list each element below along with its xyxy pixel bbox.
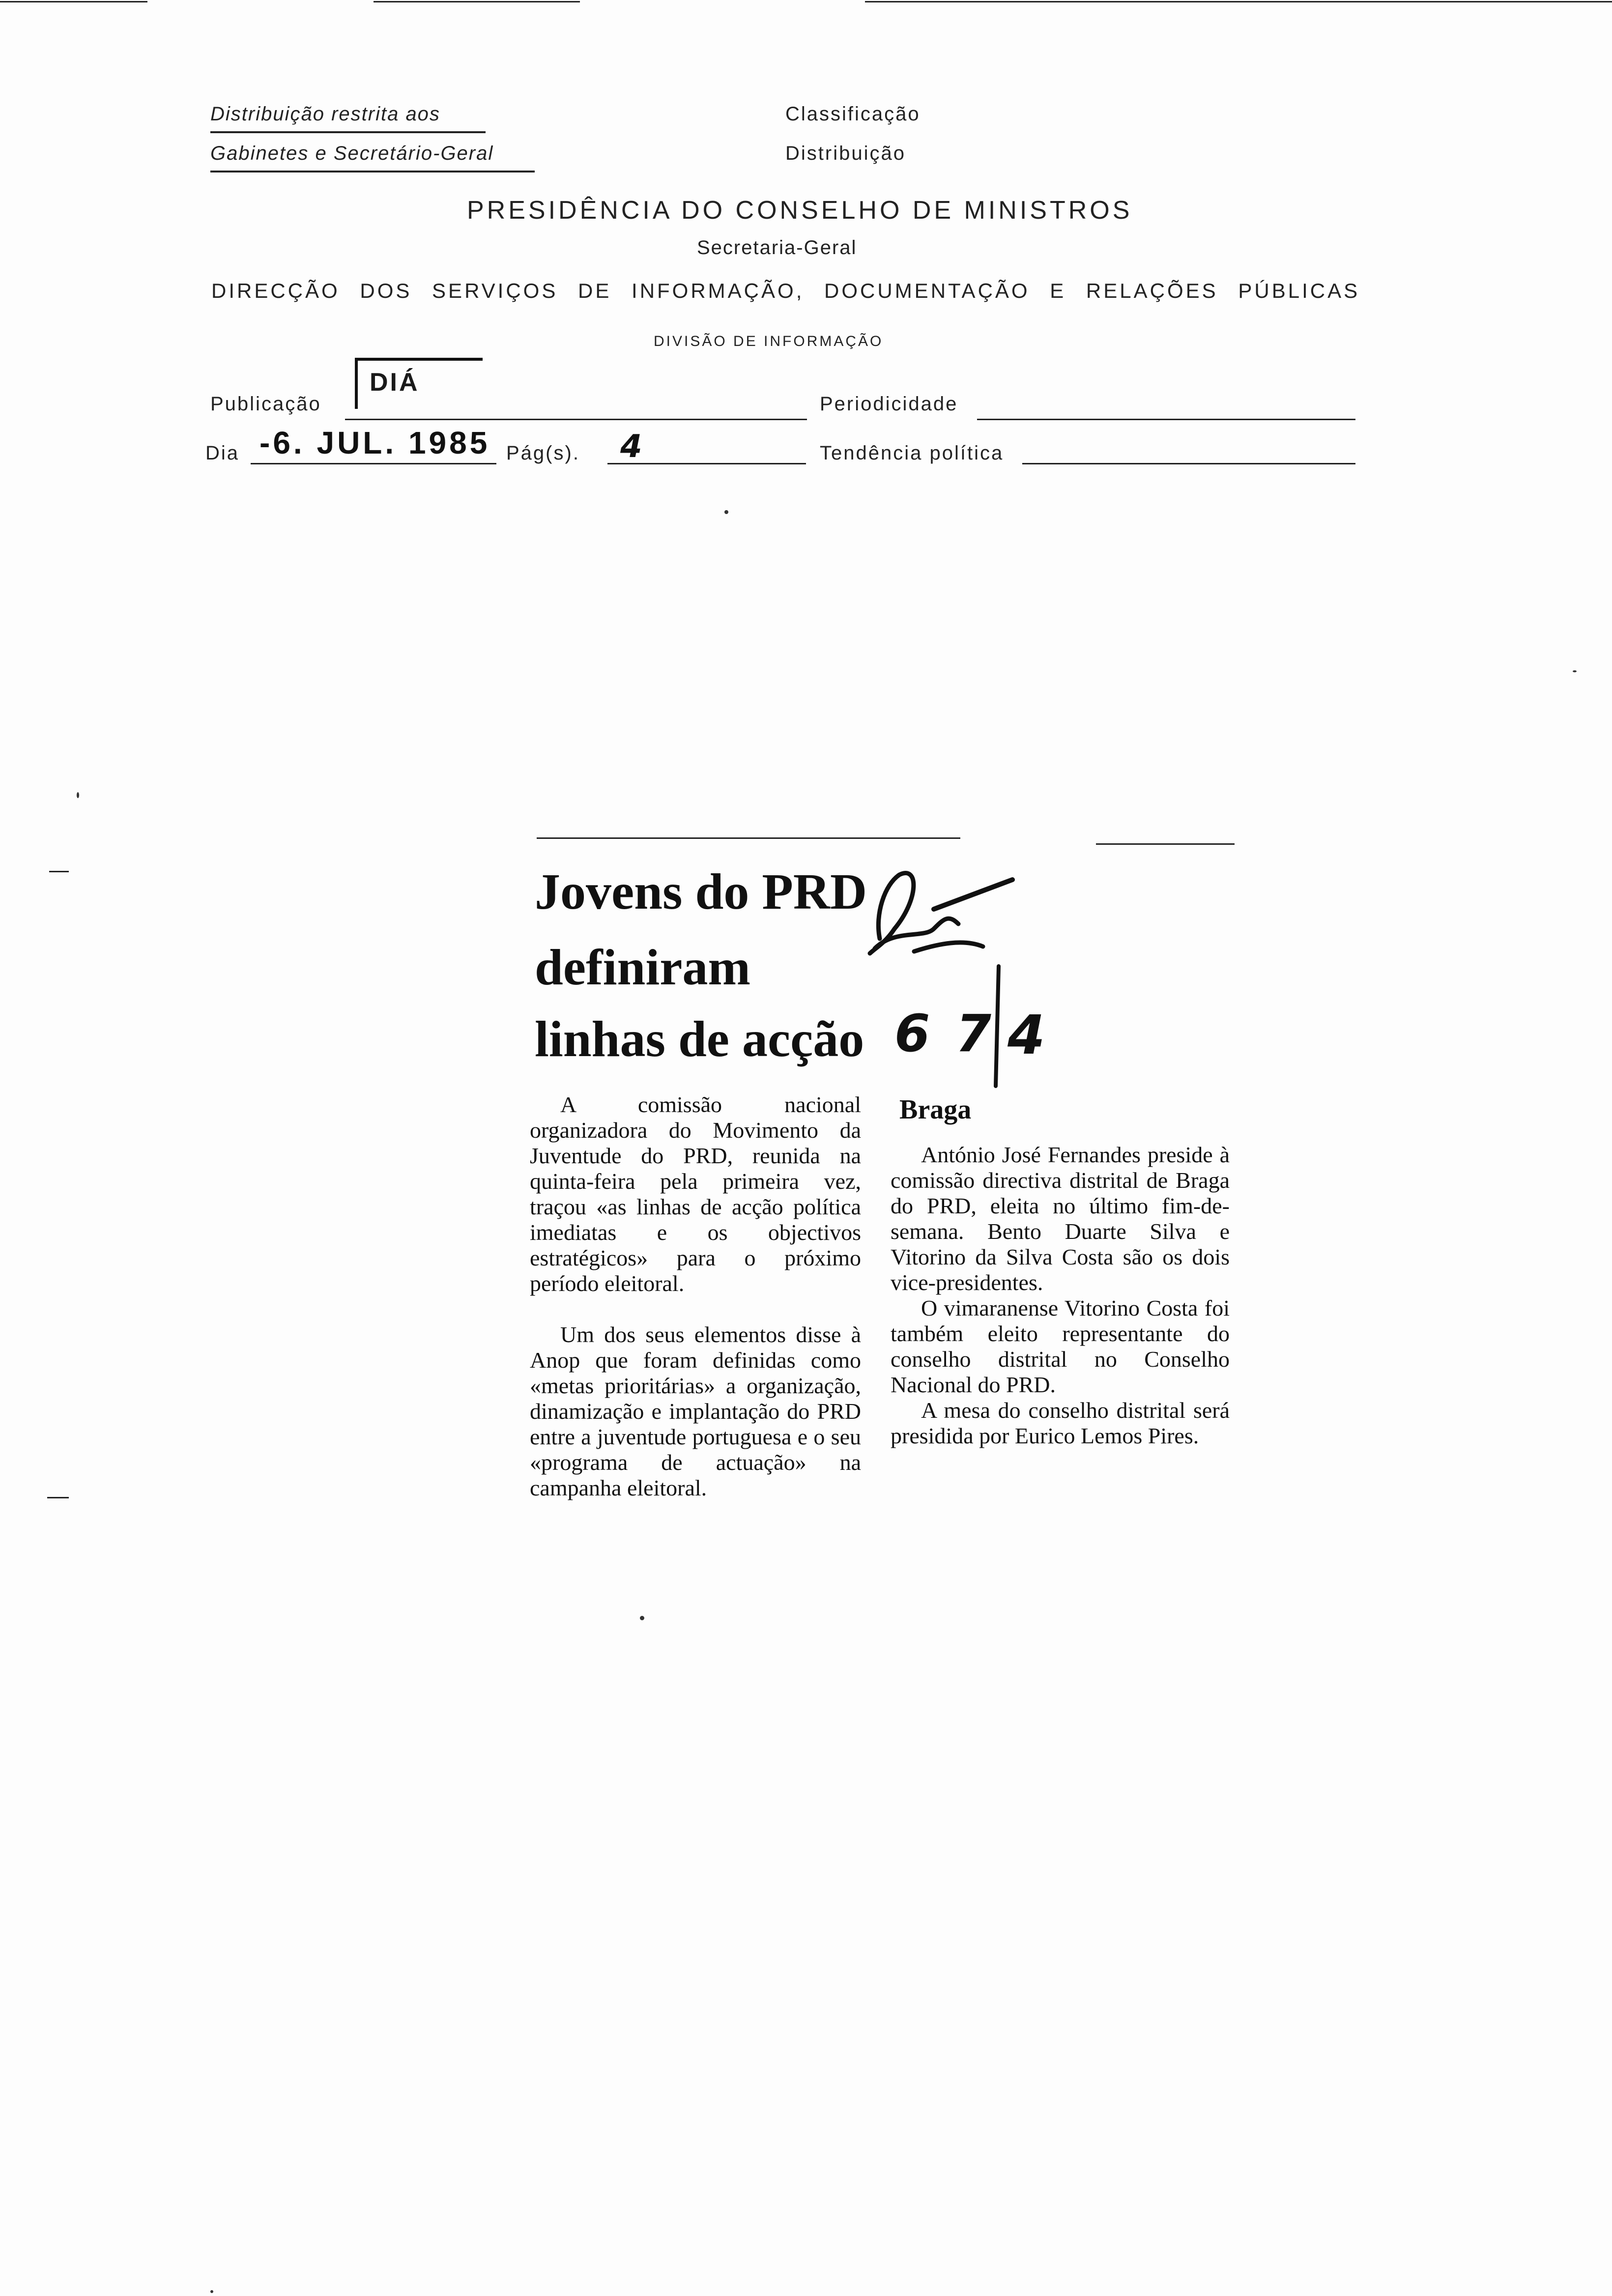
handwritten-page-annotation: 4 [1008, 1004, 1045, 1066]
restricted-distribution-line1: Distribuição restrita aos [210, 103, 486, 133]
publication-underline [345, 419, 807, 420]
clipping-top-rule [537, 837, 960, 839]
article-paragraph: A comissão nacional organizadora do Movimento da Juventude do PRD, reunida na quinta-feira pela primeira vez, traçou «as linhas de acção política imediatas e os objectivos estratégicos» para o próximo período eleitoral. [530, 1092, 861, 1296]
date-stamp: -6. JUL. 1985 [259, 425, 490, 460]
scan-edge-mark [374, 1, 580, 2]
scan-edge-mark [47, 1497, 69, 1498]
pages-underline [607, 463, 806, 464]
article-paragraph: Um dos seus elementos disse à Anop que foram definidas como «metas prioritárias» a organização, dinamização e implantação do PRD entre a juventude portuguesa e o seu «programa de actuação» na campanha eleitoral. [530, 1322, 861, 1500]
restricted-distribution-line2: Gabinetes e Secretário-Geral [210, 143, 535, 172]
scan-edge-mark [865, 1, 1612, 2]
scan-speck [210, 2290, 213, 2293]
handwritten-initials [865, 855, 1042, 1111]
day-label: Dia [205, 442, 240, 464]
article-paragraph: António José Fernandes preside à comissão directiva distrital de Braga do PRD, eleita no último fim-de-semana. Bento Duarte Silva e Vitorino da Silva Costa são os dois vice-presidentes. [891, 1142, 1230, 1295]
pages-label: Pág(s). [506, 442, 580, 464]
scan-edge-mark [0, 1, 147, 2]
political-tendency-underline [1022, 463, 1355, 464]
distribution-label: Distribuição [785, 143, 906, 164]
scan-speck [1573, 670, 1577, 672]
clipping-top-rule-right [1096, 843, 1235, 845]
day-underline [251, 463, 496, 464]
division-heading: DIVISÃO DE INFORMAÇÃO [654, 333, 884, 349]
article-headline-line1: Jovens do PRD [535, 863, 867, 920]
publication-label: Publicação [210, 393, 321, 415]
periodicity-label: Periodicidade [820, 393, 958, 415]
periodicity-underline [977, 419, 1355, 420]
pages-handwritten-value: 4 [620, 429, 642, 465]
secretariat-heading: Secretaria-Geral [697, 237, 857, 258]
political-tendency-label: Tendência política [820, 442, 1004, 464]
article-subheading: Braga [899, 1094, 972, 1125]
article-column-1 [530, 1092, 861, 1501]
classification-label: Classificação [785, 103, 921, 125]
article-paragraph: O vimaranense Vitorino Costa foi também eleito representante do conselho distrital no Conselho Nacional do PRD. [891, 1295, 1230, 1397]
scan-edge-mark [49, 871, 69, 872]
article-column-2 [891, 1142, 1230, 1449]
directorate-heading: DIRECÇÃO DOS SERVIÇOS DE INFORMAÇÃO, DOCUMENTAÇÃO E RELAÇÕES PÚBLICAS [211, 279, 1360, 302]
presidency-heading: PRESIDÊNCIA DO CONSELHO DE MINISTROS [467, 196, 1133, 225]
scan-speck [724, 510, 728, 514]
publication-stamp: DIÁ [355, 358, 483, 409]
article-paragraph: A mesa do conselho distrital será presidida por Eurico Lemos Pires. [891, 1398, 1230, 1448]
handwritten-date-annotation: 6 7 [894, 1004, 995, 1063]
article-headline-line2: definiram [535, 939, 751, 996]
scan-speck [640, 1616, 644, 1620]
article-headline-line3: linhas de acção [535, 1011, 864, 1067]
scan-speck [77, 792, 79, 798]
